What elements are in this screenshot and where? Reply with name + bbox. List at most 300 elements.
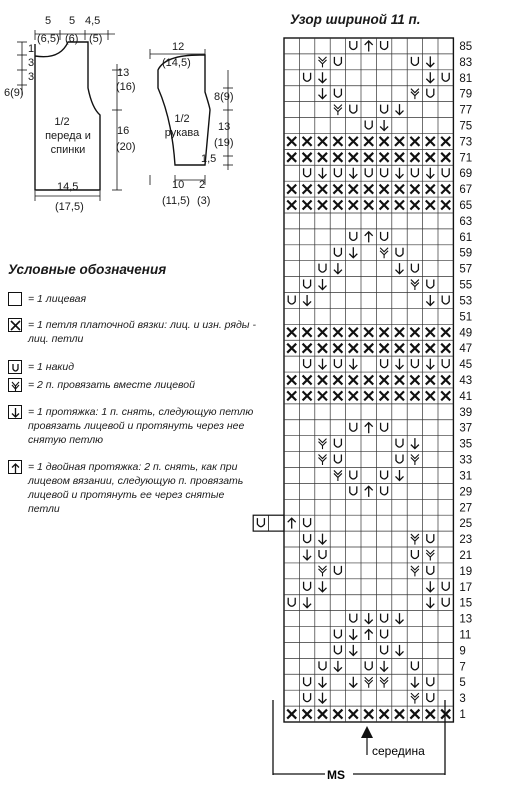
yarn-over-mark xyxy=(257,518,264,527)
ssk-mark xyxy=(319,359,327,370)
row-number: 15 xyxy=(459,597,473,610)
yarn-over-mark xyxy=(381,486,388,495)
fb-height-upper-alt: (16) xyxy=(116,81,136,93)
k2tog-mark xyxy=(319,57,327,68)
garter-stitch-mark xyxy=(380,710,389,719)
garter-stitch-mark xyxy=(303,201,312,210)
sl-bottom-width: 10 xyxy=(172,179,185,191)
garter-stitch-mark xyxy=(441,153,450,162)
garter-stitch-mark xyxy=(333,344,342,353)
garter-stitch-mark xyxy=(410,201,419,210)
chart-title: Узор шириной 11 п. xyxy=(290,12,421,27)
garter-stitch-mark xyxy=(410,328,419,337)
yarn-over-mark xyxy=(365,120,372,129)
yarn-over-mark xyxy=(350,614,357,623)
ssk-mark xyxy=(426,295,434,306)
row-number: 41 xyxy=(459,390,473,403)
row-number: 83 xyxy=(459,56,473,69)
yarn-over-mark xyxy=(427,89,434,98)
row-number: 77 xyxy=(459,104,473,117)
k2tog-mark xyxy=(411,89,419,100)
garter-stitch-mark xyxy=(333,376,342,385)
row-number: 1 xyxy=(459,709,466,722)
yarn-over-mark xyxy=(427,280,434,289)
row-number: 69 xyxy=(459,168,473,181)
fb-bottom-width-v: 14,5 xyxy=(57,181,79,193)
sl-top-width-alt: (14,5) xyxy=(162,57,191,69)
garter-stitch-mark xyxy=(287,153,296,162)
yarn-over-mark xyxy=(304,582,311,591)
garter-stitch-mark xyxy=(333,391,342,400)
garter-stitch-mark xyxy=(395,344,404,353)
garter-stitch-mark xyxy=(303,153,312,162)
ssk-mark xyxy=(365,613,373,624)
sl-bottom-extra-alt: (3) xyxy=(197,195,211,207)
fb-left-dim-4: 6(9) xyxy=(4,87,24,99)
ssk-mark xyxy=(303,597,311,608)
yarn-over-mark xyxy=(319,661,326,670)
yarn-over-mark xyxy=(427,566,434,575)
garter-stitch-mark xyxy=(364,710,373,719)
row-number: 61 xyxy=(459,231,473,244)
extra-stitch-box xyxy=(253,515,284,531)
yarn-over-mark xyxy=(304,677,311,686)
double-decrease-mark xyxy=(365,486,373,497)
garter-stitch-mark xyxy=(410,376,419,385)
row-number: 43 xyxy=(459,375,473,387)
garter-stitch-mark xyxy=(410,137,419,146)
yarn-over-mark xyxy=(319,550,326,559)
garter-stitch-mark xyxy=(410,391,419,400)
legend-item-ssk: = 1 протяжка: 1 п. снять, следующую петлю провязать лицевой и протянуть через нее снятую петлю xyxy=(8,405,258,447)
ssk-mark xyxy=(396,645,404,656)
garter-stitch-mark xyxy=(318,153,327,162)
garter-stitch-mark xyxy=(287,137,296,146)
garter-stitch-mark xyxy=(349,376,358,385)
yarn-over-mark xyxy=(334,57,341,66)
yarn-over-mark xyxy=(350,41,357,50)
fb-bottom-width-alt: (17,5) xyxy=(55,201,84,213)
fb-left-dim-1: 1 xyxy=(28,43,35,55)
ssk-mark xyxy=(319,72,327,83)
garter-stitch-mark xyxy=(441,201,450,210)
yarn-over-mark xyxy=(411,264,418,273)
fb-top-width-3: 4,5 xyxy=(85,15,101,27)
k2tog-mark xyxy=(365,677,373,688)
yarn-over-mark xyxy=(396,439,403,448)
sl-right-dim-3: (19) xyxy=(214,137,234,149)
yarn-over-mark xyxy=(442,359,449,368)
row-number: 31 xyxy=(459,470,473,483)
k2tog-mark xyxy=(411,280,419,291)
garter-stitch-mark xyxy=(349,153,358,162)
garter-stitch-mark xyxy=(287,201,296,210)
garter-stitch-mark xyxy=(426,328,435,337)
yarn-over-mark xyxy=(334,359,341,368)
row-number: 49 xyxy=(459,327,473,340)
double-decrease-mark xyxy=(365,41,373,52)
ssk-mark xyxy=(319,534,327,545)
garter-stitch-mark xyxy=(349,185,358,194)
row-number: 5 xyxy=(459,677,466,690)
ssk-mark xyxy=(303,295,311,306)
garter-stitch-mark xyxy=(441,328,450,337)
row-number: 23 xyxy=(459,534,473,547)
row-number: 45 xyxy=(459,359,473,372)
sleeve-outline xyxy=(158,55,210,165)
garter-stitch-mark xyxy=(287,376,296,385)
fb-top-width-3-alt: (5) xyxy=(89,33,103,45)
garment-schematic xyxy=(0,0,270,225)
yarn-over-mark xyxy=(350,423,357,432)
garter-stitch-mark xyxy=(364,137,373,146)
garter-stitch-mark xyxy=(364,376,373,385)
row-number: 71 xyxy=(459,152,473,165)
garter-stitch-mark xyxy=(426,344,435,353)
yarn-over-mark xyxy=(334,645,341,654)
sl-label-2: рукава xyxy=(164,127,200,139)
garter-stitch-mark xyxy=(333,137,342,146)
garter-stitch-mark xyxy=(395,328,404,337)
garter-stitch-mark xyxy=(410,185,419,194)
k2tog-mark xyxy=(380,248,388,258)
yarn-over-mark xyxy=(288,295,295,304)
garter-stitch-mark xyxy=(441,344,450,353)
fb-label-1: 1/2 xyxy=(54,116,70,128)
row-number: 35 xyxy=(459,438,473,451)
garter-stitch-mark xyxy=(380,344,389,353)
ssk-mark xyxy=(426,168,434,179)
fb-top-width-1-alt: (6,5) xyxy=(37,33,60,45)
k2tog-mark xyxy=(319,455,327,466)
cross-square-icon xyxy=(8,318,22,332)
yarn-over-mark xyxy=(381,232,388,241)
row-number: 39 xyxy=(459,406,473,419)
sl-right-dim-1: 8(9) xyxy=(214,91,234,103)
yarn-over-mark xyxy=(334,566,341,575)
ssk-mark xyxy=(426,359,434,370)
row-number: 3 xyxy=(459,693,466,706)
row-number: 55 xyxy=(459,279,473,292)
yarn-over-mark xyxy=(334,439,341,448)
ssk-mark xyxy=(349,629,357,640)
garter-stitch-mark xyxy=(426,137,435,146)
legend-item-knit: = 1 лицевая xyxy=(8,292,258,306)
garter-stitch-mark xyxy=(318,137,327,146)
garter-stitch-mark xyxy=(426,201,435,210)
ssk-mark xyxy=(396,104,404,115)
garter-stitch-mark xyxy=(349,328,358,337)
yarn-over-mark xyxy=(442,582,449,591)
garter-stitch-mark xyxy=(318,201,327,210)
yarn-over-mark xyxy=(304,73,311,82)
yarn-over-mark xyxy=(411,359,418,368)
ssk-mark xyxy=(411,438,419,449)
k2tog-mark xyxy=(319,566,327,577)
garter-stitch-mark xyxy=(287,328,296,337)
fb-left-dim-3: 3 xyxy=(28,71,35,83)
up-arrow-icon xyxy=(8,460,22,474)
ssk-mark xyxy=(380,661,388,672)
ssk-mark xyxy=(380,120,388,131)
yarn-over-mark xyxy=(334,89,341,98)
yarn-over-mark xyxy=(381,470,388,479)
yarn-over-mark xyxy=(411,57,418,66)
k2tog-mark xyxy=(411,693,419,704)
yarn-over-icon xyxy=(8,360,22,374)
yarn-over-mark xyxy=(411,550,418,559)
garter-stitch-mark xyxy=(426,710,435,719)
garter-stitch-mark xyxy=(395,153,404,162)
garter-stitch-mark xyxy=(395,137,404,146)
garter-stitch-mark xyxy=(349,201,358,210)
garter-stitch-mark xyxy=(441,710,450,719)
garter-stitch-mark xyxy=(364,328,373,337)
double-decrease-mark xyxy=(365,423,373,434)
garter-stitch-mark xyxy=(349,710,358,719)
yarn-over-mark xyxy=(411,168,418,177)
blank-square-icon xyxy=(8,292,22,306)
yarn-over-mark xyxy=(381,359,388,368)
fb-height-lower: 16 xyxy=(117,125,130,137)
sl-right-dim-4: 1,5 xyxy=(201,153,217,165)
legend-item-yarn-over: = 1 накид xyxy=(8,360,258,374)
garter-stitch-mark xyxy=(287,185,296,194)
garter-stitch-mark xyxy=(395,376,404,385)
garter-stitch-mark xyxy=(410,153,419,162)
row-number: 85 xyxy=(459,40,473,53)
k2tog-mark xyxy=(334,105,342,116)
garter-stitch-mark xyxy=(426,376,435,385)
garter-stitch-mark xyxy=(410,344,419,353)
yarn-over-mark xyxy=(396,455,403,464)
ssk-mark xyxy=(349,359,357,370)
yarn-over-mark xyxy=(381,423,388,432)
k2tog-mark xyxy=(426,550,434,561)
row-number: 7 xyxy=(459,661,466,674)
yarn-over-mark xyxy=(381,41,388,50)
yarn-over-mark xyxy=(396,248,403,256)
k2tog-mark xyxy=(319,439,327,450)
ssk-mark xyxy=(349,168,357,179)
row-number: 33 xyxy=(459,454,473,467)
yarn-over-mark xyxy=(442,73,449,82)
garter-stitch-mark xyxy=(380,137,389,146)
yarn-over-mark xyxy=(304,359,311,368)
row-number: 21 xyxy=(459,549,473,562)
garter-stitch-mark xyxy=(441,185,450,194)
ssk-mark xyxy=(319,279,327,290)
fb-height-upper: 13 xyxy=(117,67,130,79)
yarn-over-mark xyxy=(319,264,326,273)
ssk-mark xyxy=(426,72,434,83)
legend-item-k2tog: = 2 п. провязать вместе лицевой xyxy=(8,378,258,392)
k2tog-mark xyxy=(334,470,342,481)
yarn-over-mark xyxy=(304,693,311,702)
garter-stitch-mark xyxy=(364,185,373,194)
garter-stitch-mark xyxy=(364,153,373,162)
ssk-mark xyxy=(334,263,342,274)
ssk-mark xyxy=(319,168,327,179)
garter-stitch-mark xyxy=(426,185,435,194)
center-label: середина xyxy=(372,744,425,758)
yarn-over-mark xyxy=(442,295,449,304)
k2tog-mark xyxy=(411,534,419,545)
garter-stitch-mark xyxy=(380,153,389,162)
sl-right-dim-2: 13 xyxy=(218,121,231,133)
ssk-mark xyxy=(411,677,419,688)
fb-left-dim-2: 3 xyxy=(28,57,35,69)
row-number: 59 xyxy=(459,247,473,260)
garter-stitch-mark xyxy=(441,137,450,146)
garter-stitch-mark xyxy=(318,710,327,719)
row-number: 29 xyxy=(459,486,473,499)
double-decrease-mark xyxy=(288,518,296,529)
yarn-over-mark xyxy=(304,518,311,527)
yarn-over-mark xyxy=(381,645,388,654)
row-number: 51 xyxy=(459,311,473,324)
fb-height-lower-alt: (20) xyxy=(116,141,136,153)
yarn-over-mark xyxy=(381,614,388,623)
row-number: 81 xyxy=(459,72,473,85)
legend-item-double-ssk: = 1 двойная протяжка: 2 п. снять, как при лицевом вязании, следующую п. провязать лицевой и протянуть ее через снятые петли xyxy=(8,460,258,516)
ssk-mark xyxy=(396,168,404,179)
legend-item-garter: = 1 петля платочной вязки: лиц. и изн. ряды - лиц. петли xyxy=(8,318,258,346)
yarn-over-mark xyxy=(442,168,449,177)
yarn-over-mark xyxy=(334,168,341,177)
yarn-over-mark xyxy=(334,248,341,256)
garter-stitch-mark xyxy=(395,185,404,194)
garter-stitch-mark xyxy=(303,137,312,146)
row-number: 73 xyxy=(459,136,473,149)
fb-label-3: спинки xyxy=(50,144,86,156)
yarn-over-mark xyxy=(365,661,372,670)
k2tog-mark xyxy=(380,677,388,688)
sl-bottom-width-alt: (11,5) xyxy=(162,195,190,207)
yarn-over-mark xyxy=(381,630,388,639)
sl-top-width: 12 xyxy=(172,41,185,53)
garter-stitch-mark xyxy=(349,391,358,400)
ssk-mark xyxy=(396,263,404,274)
down-arrow-icon xyxy=(8,405,22,419)
k2tog-mark xyxy=(411,566,419,577)
yarn-over-mark xyxy=(304,280,311,289)
ssk-mark xyxy=(396,613,404,624)
row-number: 53 xyxy=(459,295,473,308)
garter-stitch-mark xyxy=(364,344,373,353)
garter-stitch-mark xyxy=(426,153,435,162)
ssk-mark xyxy=(426,56,434,67)
row-number: 13 xyxy=(459,613,473,626)
row-number: 75 xyxy=(459,120,473,133)
ms-label: MS xyxy=(327,768,345,782)
garter-stitch-mark xyxy=(318,344,327,353)
ssk-mark xyxy=(396,359,404,370)
yarn-over-mark xyxy=(350,486,357,495)
fb-label-2: переда и xyxy=(45,130,91,142)
sl-bottom-extra: 2 xyxy=(199,179,206,191)
row-number: 25 xyxy=(459,518,473,531)
garter-stitch-mark xyxy=(303,710,312,719)
yarn-over-mark xyxy=(365,168,372,177)
center-pointer-arrowhead xyxy=(361,726,373,738)
garter-stitch-mark xyxy=(287,344,296,353)
garter-stitch-mark xyxy=(333,185,342,194)
row-number: 37 xyxy=(459,422,473,435)
yarn-over-mark xyxy=(288,598,295,607)
ssk-mark xyxy=(349,645,357,656)
garter-stitch-mark xyxy=(287,710,296,719)
legend-title: Условные обозначения xyxy=(8,262,167,277)
k2tog-icon xyxy=(8,378,22,392)
ssk-mark xyxy=(319,693,327,704)
ssk-mark xyxy=(396,470,404,481)
garter-stitch-mark xyxy=(380,328,389,337)
yarn-over-mark xyxy=(411,661,418,670)
ssk-mark xyxy=(426,581,434,592)
yarn-over-mark xyxy=(350,470,357,479)
yarn-over-mark xyxy=(304,168,311,177)
garter-stitch-mark xyxy=(303,344,312,353)
garter-stitch-mark xyxy=(410,710,419,719)
double-decrease-mark xyxy=(365,630,373,641)
ssk-mark xyxy=(319,581,327,592)
yarn-over-mark xyxy=(427,677,434,686)
yarn-over-mark xyxy=(334,630,341,639)
fb-top-width-1: 5 xyxy=(45,15,52,27)
row-number: 57 xyxy=(459,263,473,276)
garter-stitch-mark xyxy=(349,137,358,146)
garter-stitch-mark xyxy=(287,391,296,400)
k2tog-mark xyxy=(411,455,419,466)
garter-stitch-mark xyxy=(441,376,450,385)
double-decrease-mark xyxy=(365,232,373,243)
garter-stitch-mark xyxy=(364,201,373,210)
garter-stitch-mark xyxy=(333,201,342,210)
yarn-over-mark xyxy=(427,693,434,702)
garter-stitch-mark xyxy=(395,710,404,719)
row-number: 79 xyxy=(459,88,473,101)
yarn-over-mark xyxy=(350,232,357,241)
garter-stitch-mark xyxy=(303,185,312,194)
ssk-mark xyxy=(303,549,311,560)
row-number: 17 xyxy=(459,581,473,594)
ssk-mark xyxy=(319,88,327,99)
garter-stitch-mark xyxy=(333,328,342,337)
garter-stitch-mark xyxy=(380,185,389,194)
ssk-mark xyxy=(334,661,342,672)
yarn-over-mark xyxy=(427,534,434,543)
yarn-over-mark xyxy=(334,455,341,464)
garter-stitch-mark xyxy=(318,185,327,194)
row-number: 63 xyxy=(459,215,473,228)
garter-stitch-mark xyxy=(333,710,342,719)
row-number: 9 xyxy=(459,645,466,658)
fb-top-width-2-alt: (6) xyxy=(65,33,79,45)
garter-stitch-mark xyxy=(349,344,358,353)
row-number: 27 xyxy=(459,502,473,515)
row-number: 65 xyxy=(459,200,473,213)
garter-stitch-mark xyxy=(318,376,327,385)
garter-stitch-mark xyxy=(318,328,327,337)
chart-border xyxy=(284,38,453,722)
garter-stitch-mark xyxy=(303,391,312,400)
garter-stitch-mark xyxy=(318,391,327,400)
yarn-over-mark xyxy=(381,168,388,177)
yarn-over-mark xyxy=(381,105,388,114)
garter-stitch-mark xyxy=(364,391,373,400)
yarn-over-mark xyxy=(304,534,311,543)
